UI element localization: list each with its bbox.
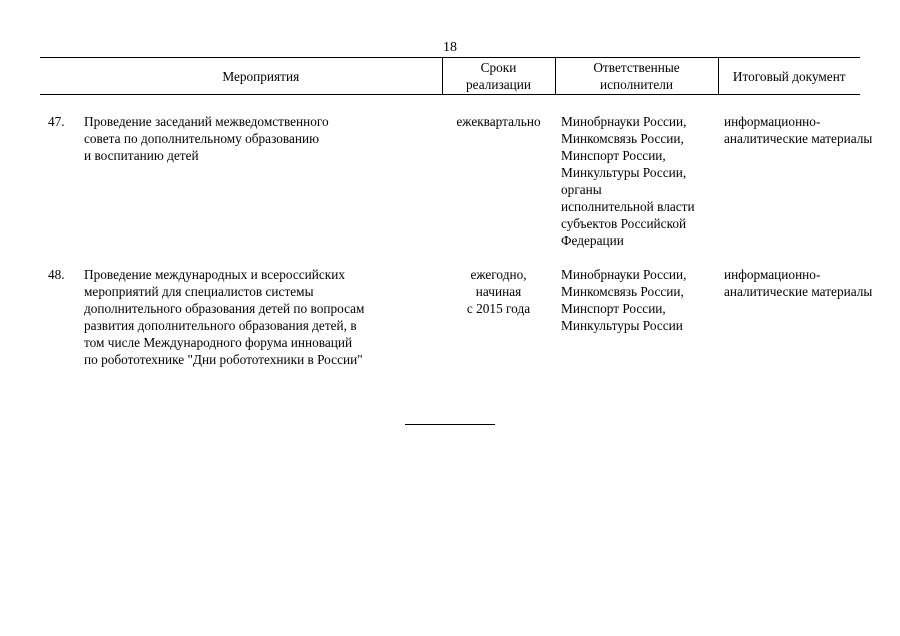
event-line: совета по дополнительному образованию: [84, 131, 320, 146]
responsible-line: органы: [561, 182, 602, 197]
responsible-line: исполнительной власти: [561, 199, 695, 214]
activities-table: [40, 57, 873, 368]
event-line: по робототехнике "Дни робототехники в России": [84, 352, 363, 367]
responsible-line: Минкультуры России,: [561, 165, 687, 180]
header-responsible: [555, 58, 718, 95]
event-line: развития дополнительного образования детей, в: [84, 318, 357, 333]
event-line: том числе Международного форума инноваций: [84, 335, 353, 350]
page-number: 18: [443, 40, 457, 55]
document-line: аналитические материалы: [724, 284, 873, 299]
term-line: с 2015 года: [466, 301, 531, 316]
header-document: Итоговый документ: [718, 58, 860, 95]
term-line: ежегодно,: [470, 267, 527, 282]
document-line: информационно-: [724, 114, 821, 129]
row-event: [80, 113, 442, 249]
event-line: дополнительного образования детей по вопросам: [84, 301, 365, 316]
event-line: и воспитанию детей: [84, 148, 199, 163]
document-line: аналитические материалы: [724, 131, 873, 146]
row-event: [80, 266, 442, 368]
row-term: [442, 113, 555, 249]
header-terms-line: Сроки: [480, 60, 517, 75]
header-terms-line: реализации: [466, 77, 532, 92]
row-document: [718, 266, 873, 368]
row-responsible: [555, 266, 718, 368]
event-line: Проведение заседаний межведомственного: [84, 114, 329, 129]
header-responsible-line: исполнители: [600, 77, 673, 92]
row-document: [718, 113, 873, 249]
term-line: ежеквартально: [456, 114, 541, 129]
header-events: Мероприятия: [40, 58, 442, 95]
table-row: [40, 266, 860, 368]
header-responsible-line: Ответственные: [593, 60, 680, 75]
responsible-line: Минспорт России,: [561, 301, 666, 316]
responsible-line: Минобрнауки России,: [561, 114, 687, 129]
end-of-document-rule: [405, 424, 495, 425]
event-line: мероприятий для специалистов системы: [84, 284, 314, 299]
row-number: 48.: [48, 267, 65, 282]
table-header-row: [40, 58, 860, 95]
header-terms: [442, 58, 555, 95]
document-line: информационно-: [724, 267, 821, 282]
responsible-line: субъектов Российской: [561, 216, 687, 231]
responsible-line: Минкомсвязь России,: [561, 284, 684, 299]
responsible-line: Минобрнауки России,: [561, 267, 687, 282]
responsible-line: Минспорт России,: [561, 148, 666, 163]
row-number: 47.: [48, 114, 65, 129]
table-row: [40, 113, 860, 249]
responsible-line: Минкультуры России: [561, 318, 683, 333]
event-line: Проведение международных и всероссийских: [84, 267, 345, 282]
responsible-line: Федерации: [561, 233, 624, 248]
term-line: начиная: [475, 284, 522, 299]
row-responsible: [555, 113, 718, 249]
row-term: [442, 266, 555, 368]
responsible-line: Минкомсвязь России,: [561, 131, 684, 146]
